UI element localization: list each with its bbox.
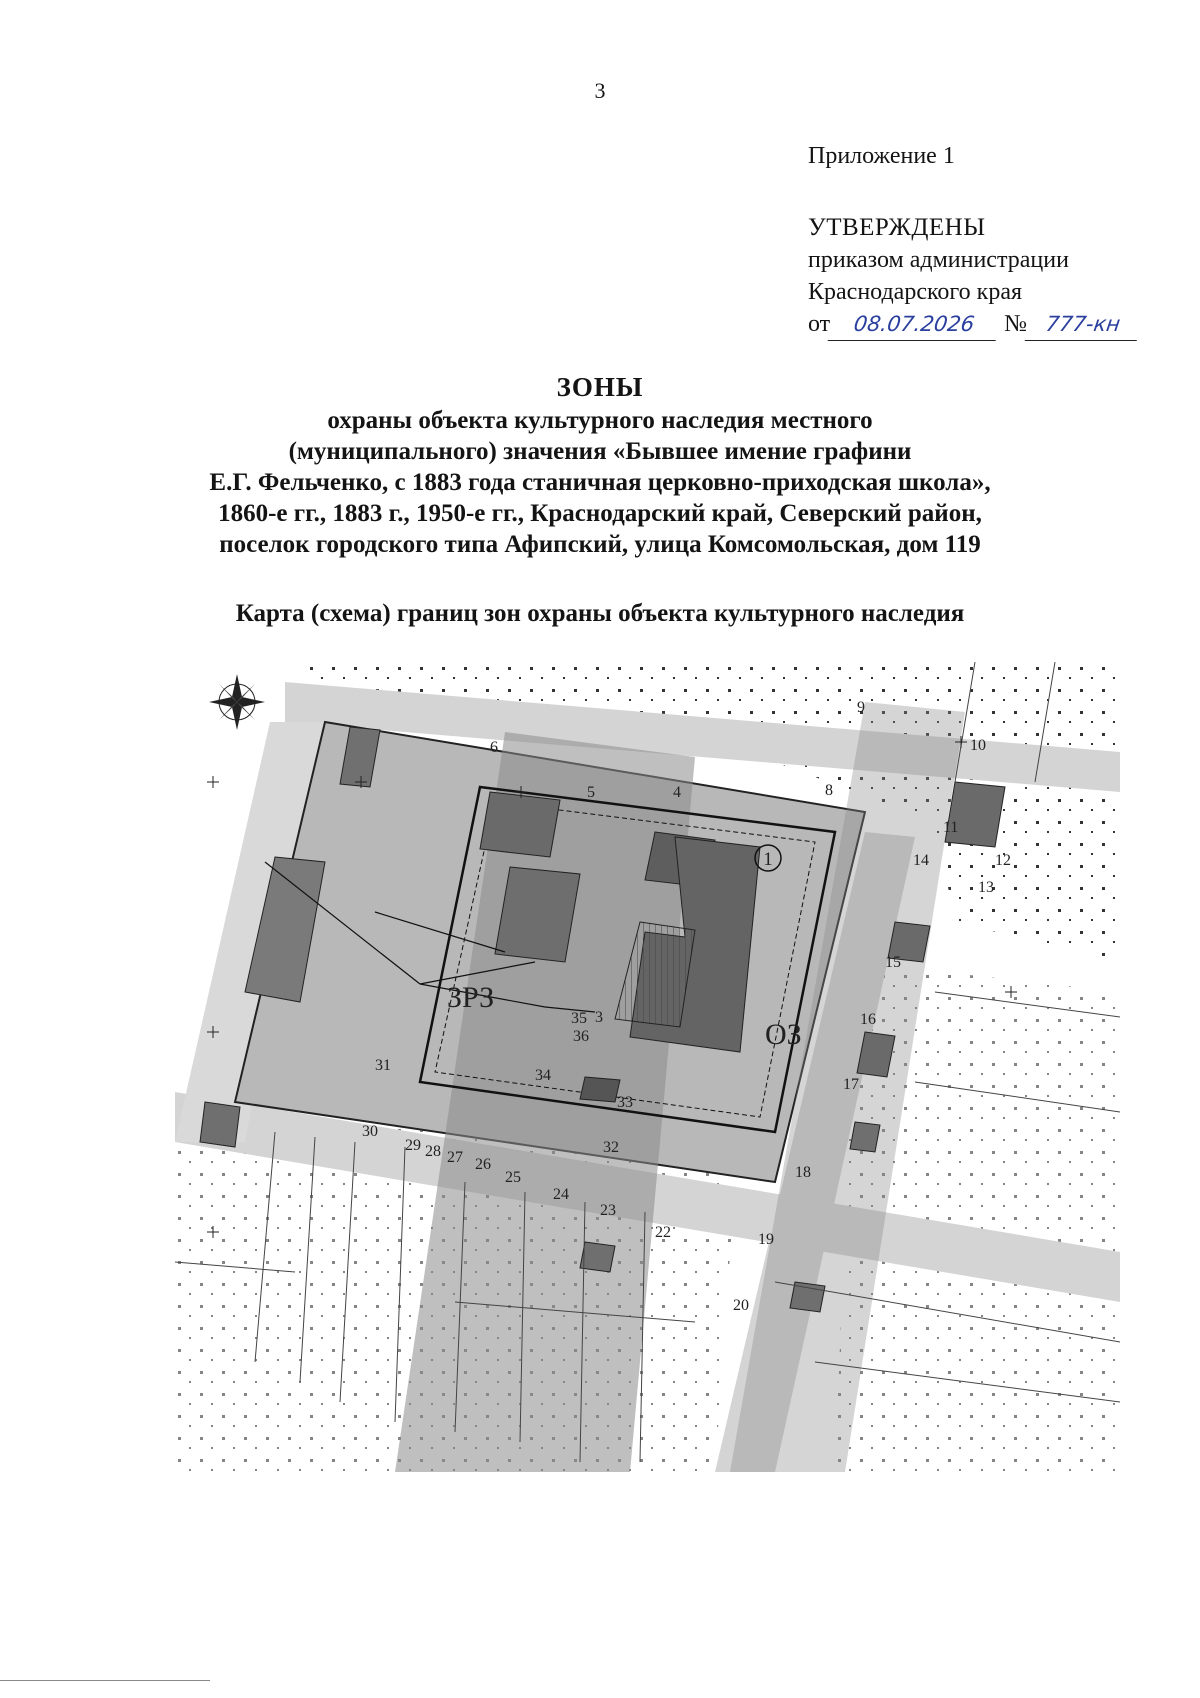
point-number: 28 — [425, 1143, 441, 1160]
point-number: 11 — [943, 819, 959, 836]
building — [580, 1077, 620, 1102]
point-number: 14 — [913, 852, 929, 869]
point-number: 30 — [362, 1123, 378, 1140]
point-number: 12 — [995, 852, 1011, 869]
oz-label: ОЗ — [765, 1018, 802, 1051]
map-title: Карта (схема) границ зон охраны объекта культурного наследия — [235, 600, 965, 627]
point-number: 24 — [553, 1186, 569, 1203]
point-number: 4 — [673, 784, 681, 801]
point-number: 27 — [447, 1149, 463, 1166]
building — [480, 792, 560, 857]
point-number: 33 — [617, 1094, 633, 1111]
point-number: 22 — [655, 1224, 671, 1241]
point-number: 25 — [505, 1169, 521, 1186]
building — [850, 1122, 880, 1152]
point-number: 6 — [490, 739, 498, 756]
point-number: 8 — [825, 782, 833, 799]
handwritten-number: 777-кн — [1025, 308, 1142, 341]
number-label: № — [1004, 311, 1028, 337]
page-number: 3 — [594, 78, 606, 103]
approval-line-1: приказом администрации — [808, 247, 1069, 273]
appendix-label: Приложение 1 — [808, 143, 955, 169]
building — [495, 867, 580, 962]
building — [790, 1282, 825, 1312]
approval-block — [808, 140, 1148, 341]
approved-heading: УТВЕРЖДЕНЫ — [808, 214, 986, 241]
point-number: 29 — [405, 1137, 421, 1154]
point-number: 17 — [843, 1076, 859, 1093]
point-number: 20 — [733, 1297, 749, 1314]
point-number: 5 — [587, 784, 595, 801]
point-number: 15 — [885, 954, 901, 971]
point-number: 3 — [595, 1009, 603, 1026]
building — [580, 1242, 615, 1272]
point-number: 36 — [573, 1028, 589, 1045]
point-number: 13 — [978, 879, 994, 896]
from-label: от — [808, 311, 831, 337]
bottom-rule — [0, 1680, 210, 1681]
title-line-2: (муниципального) значения «Бывшее имение графини — [288, 438, 912, 465]
point-number: 34 — [535, 1067, 551, 1084]
point-number: 26 — [475, 1156, 491, 1173]
object-number-label: 1 — [763, 849, 773, 870]
point-number: 32 — [603, 1139, 619, 1156]
approval-date-number-row — [808, 308, 1148, 341]
title-line-3: Е.Г. Фельченко, с 1883 года станичная церковно-приходская школа», — [209, 469, 991, 496]
point-number: 9 — [857, 699, 865, 716]
point-number: 35 — [571, 1010, 587, 1027]
title-line-5: поселок городского типа Афипский, улица Комсомольская, дом 119 — [219, 531, 981, 558]
point-number: 16 — [860, 1011, 876, 1028]
building — [200, 1102, 240, 1147]
point-number: 23 — [600, 1202, 616, 1219]
point-number: 19 — [758, 1231, 774, 1248]
approval-line-2: Краснодарского края — [808, 279, 1023, 305]
point-number: 18 — [795, 1164, 811, 1181]
handwritten-date: 08.07.2026 — [828, 308, 1001, 341]
point-number: 10 — [970, 737, 986, 754]
map-svg — [175, 662, 1120, 1472]
title-line-4: 1860-е гг., 1883 г., 1950-е гг., Краснодарский край, Северский район, — [218, 500, 982, 527]
title-line-1: охраны объекта культурного наследия местного — [327, 407, 873, 434]
building — [945, 782, 1005, 847]
point-number: 31 — [375, 1057, 391, 1074]
cadastral-map — [175, 662, 1120, 1472]
document-title — [0, 372, 1200, 560]
title-heading: ЗОНЫ — [556, 372, 644, 402]
zrz-label: ЗРЗ — [447, 981, 495, 1014]
